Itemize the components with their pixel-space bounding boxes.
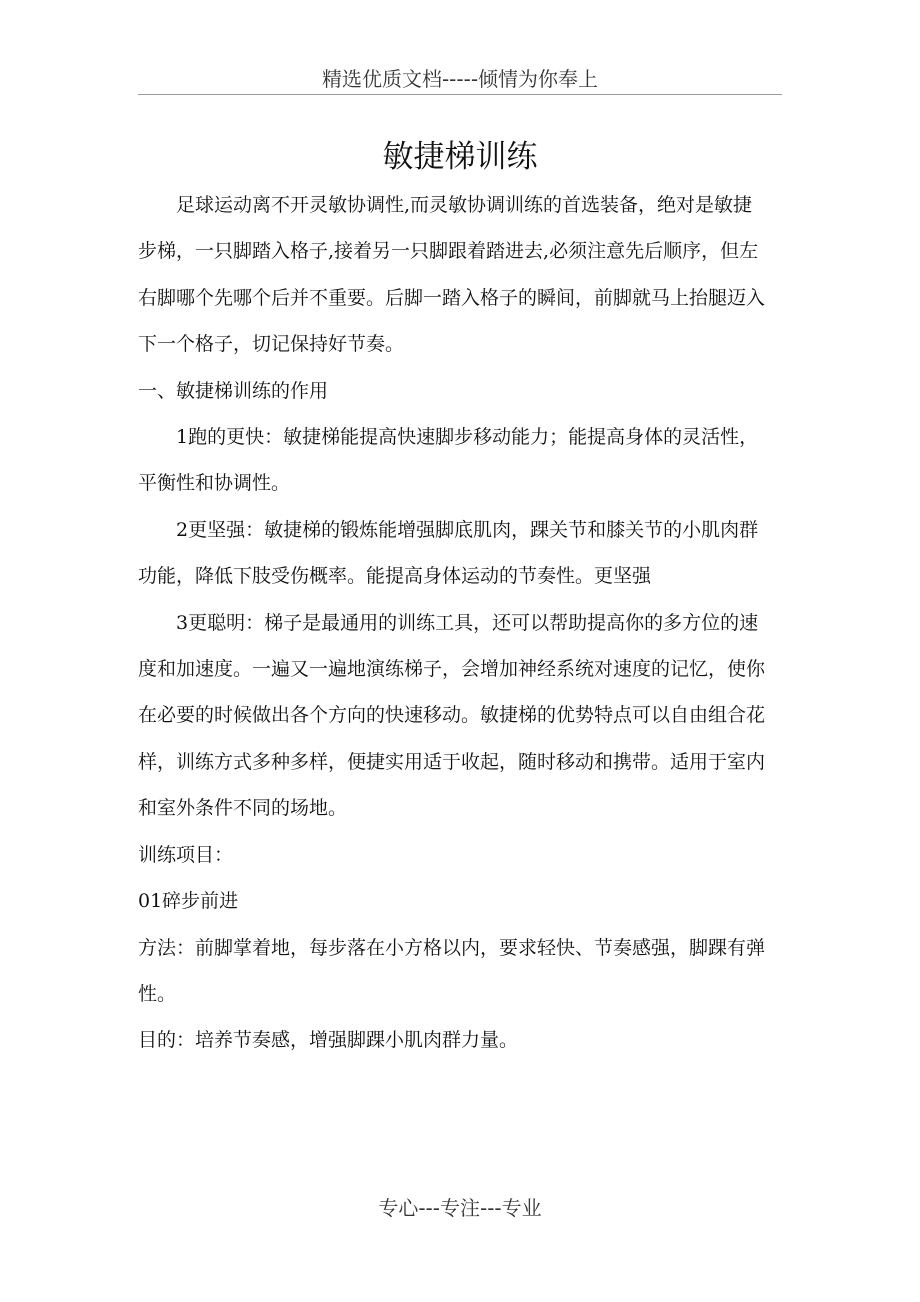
page-header-text: 精选优质文档-----倾情为你奉上 [321, 67, 599, 91]
benefit-paragraph-3: 3更聪明：梯子是最通用的训练工具，还可以帮助提高你的多方位的速度和加速度。一遍又一遍地演练梯子，会增加神经系统对速度的记忆，使你在必要的时候做出各个方向的快速移动。敏捷梯的优势特点可以自由组合花样，训练方式多种多样，便捷实用适于收起，随时移动和携带。适用于室内和室外条件不同的场地。 [138, 611, 766, 820]
intro-paragraph: 足球运动离不开灵敏协调性,而灵敏协调训练的首选装备，绝对是敏捷步梯，一只脚踏入格子,接着另一只脚跟着踏进去,必须注意先后顺序，但左右脚哪个先哪个后并不重要。后脚一踏入格子的瞬间，前脚就马上抬腿迈入下一个格子，切记保持好节奏。 [138, 194, 766, 356]
document-title: 敏捷梯训练 [382, 138, 538, 175]
document-body [138, 182, 768, 1064]
training-method: 方法：前脚掌着地，每步落在小方格以内，要求轻快、节奏感强，脚踝有弹性。 [138, 936, 766, 1005]
benefit-paragraph-1: 1跑的更快：敏捷梯能提高快速脚步移动能力；能提高身体的灵活性，平衡性和协调性。 [138, 426, 759, 495]
header-divider [138, 94, 782, 95]
training-item-title: 01碎步前进 [138, 890, 239, 913]
training-purpose: 目的：培养节奏感，增强脚踝小肌肉群力量。 [138, 1029, 519, 1052]
section-heading: 一、敏捷梯训练的作用 [138, 379, 329, 402]
page-footer-text: 专心---专注---专业 [378, 1196, 542, 1220]
training-heading: 训练项目： [138, 843, 234, 866]
benefit-paragraph-2: 2更坚强：敏捷梯的锻炼能增强脚底肌肉，踝关节和膝关节的小肌肉群功能，降低下肢受伤概率。能提高身体运动的节奏性。更坚强 [138, 518, 759, 588]
